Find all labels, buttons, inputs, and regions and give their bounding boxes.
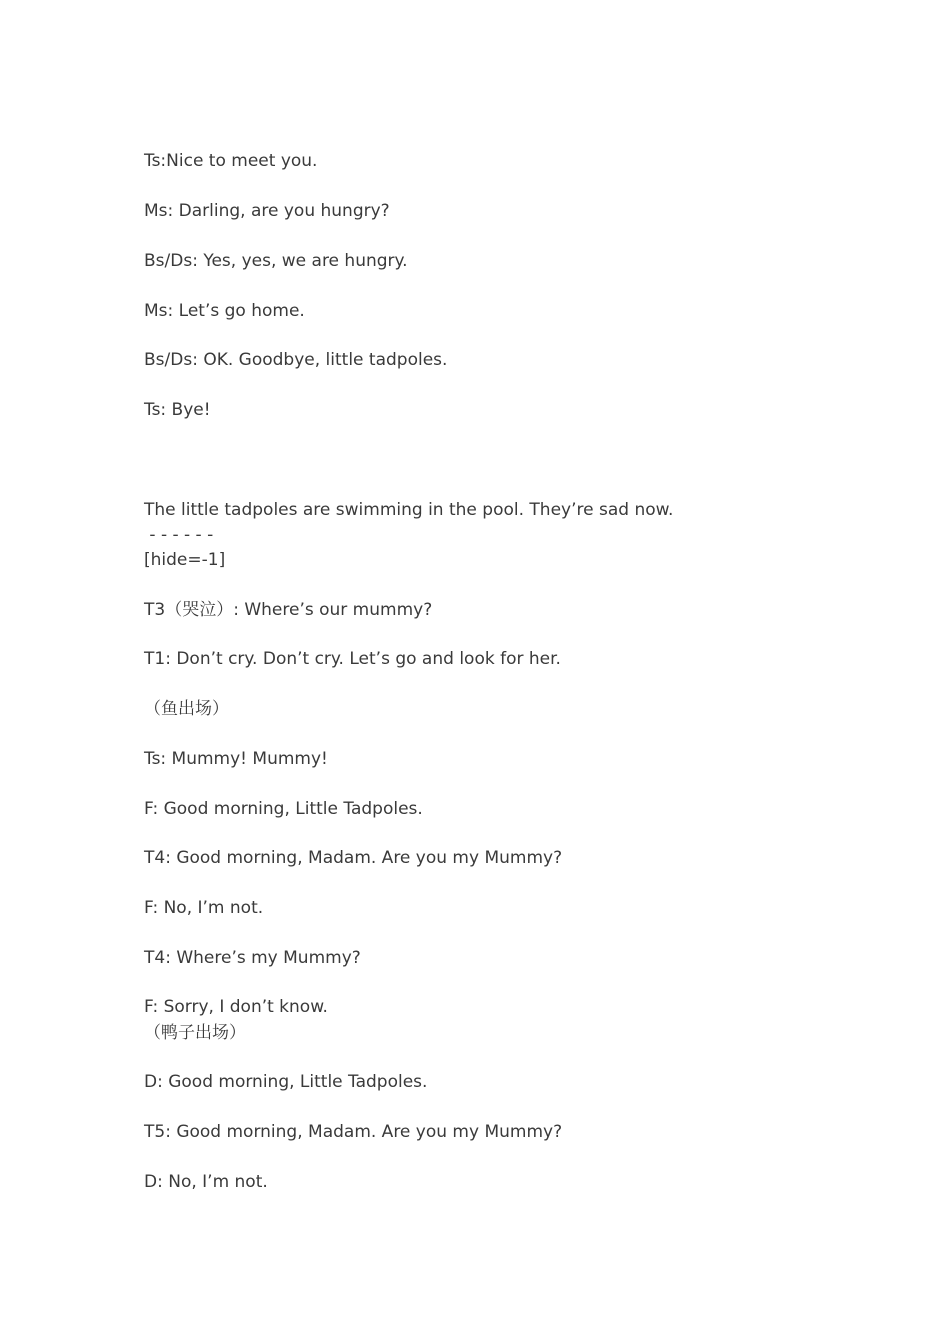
dialogue-line: Bs/Ds: OK. Goodbye, little tadpoles.: [144, 350, 448, 370]
dialogue-line: F: Good morning, Little Tadpoles.: [144, 799, 423, 819]
separator-line: - - - - - -: [144, 525, 214, 545]
stage-direction-line: （鸭子出场）: [144, 1023, 246, 1043]
dialogue-line: D: No, I’m not.: [144, 1172, 268, 1192]
dialogue-line: F: No, I’m not.: [144, 898, 264, 918]
dialogue-line: F: Sorry, I don’t know.: [144, 997, 328, 1017]
dialogue-line: Bs/Ds: Yes, yes, we are hungry.: [144, 251, 408, 271]
dialogue-line: Ms: Darling, are you hungry?: [144, 201, 390, 221]
dialogue-line: T1: Don’t cry. Don’t cry. Let’s go and look for her.: [144, 649, 561, 669]
dialogue-line: Ts: Mummy! Mummy!: [144, 749, 328, 769]
dialogue-line: Ts: Bye!: [144, 400, 211, 420]
dialogue-line: T4: Good morning, Madam. Are you my Mummy?: [144, 848, 563, 868]
narration-line: The little tadpoles are swimming in the pool. They’re sad now.: [144, 500, 674, 520]
dialogue-line: Ms: Let’s go home.: [144, 301, 305, 321]
dialogue-line: T4: Where’s my Mummy?: [144, 948, 361, 968]
hide-tag-line: [hide=-1]: [144, 550, 226, 570]
dialogue-line: Ts:Nice to meet you.: [144, 151, 318, 171]
stage-direction-line: （鱼出场）: [144, 699, 229, 719]
dialogue-line: T3（哭泣）: Where’s our mummy?: [144, 600, 433, 620]
dialogue-line: D: Good morning, Little Tadpoles.: [144, 1072, 428, 1092]
dialogue-line: T5: Good morning, Madam. Are you my Mummy?: [144, 1122, 563, 1142]
